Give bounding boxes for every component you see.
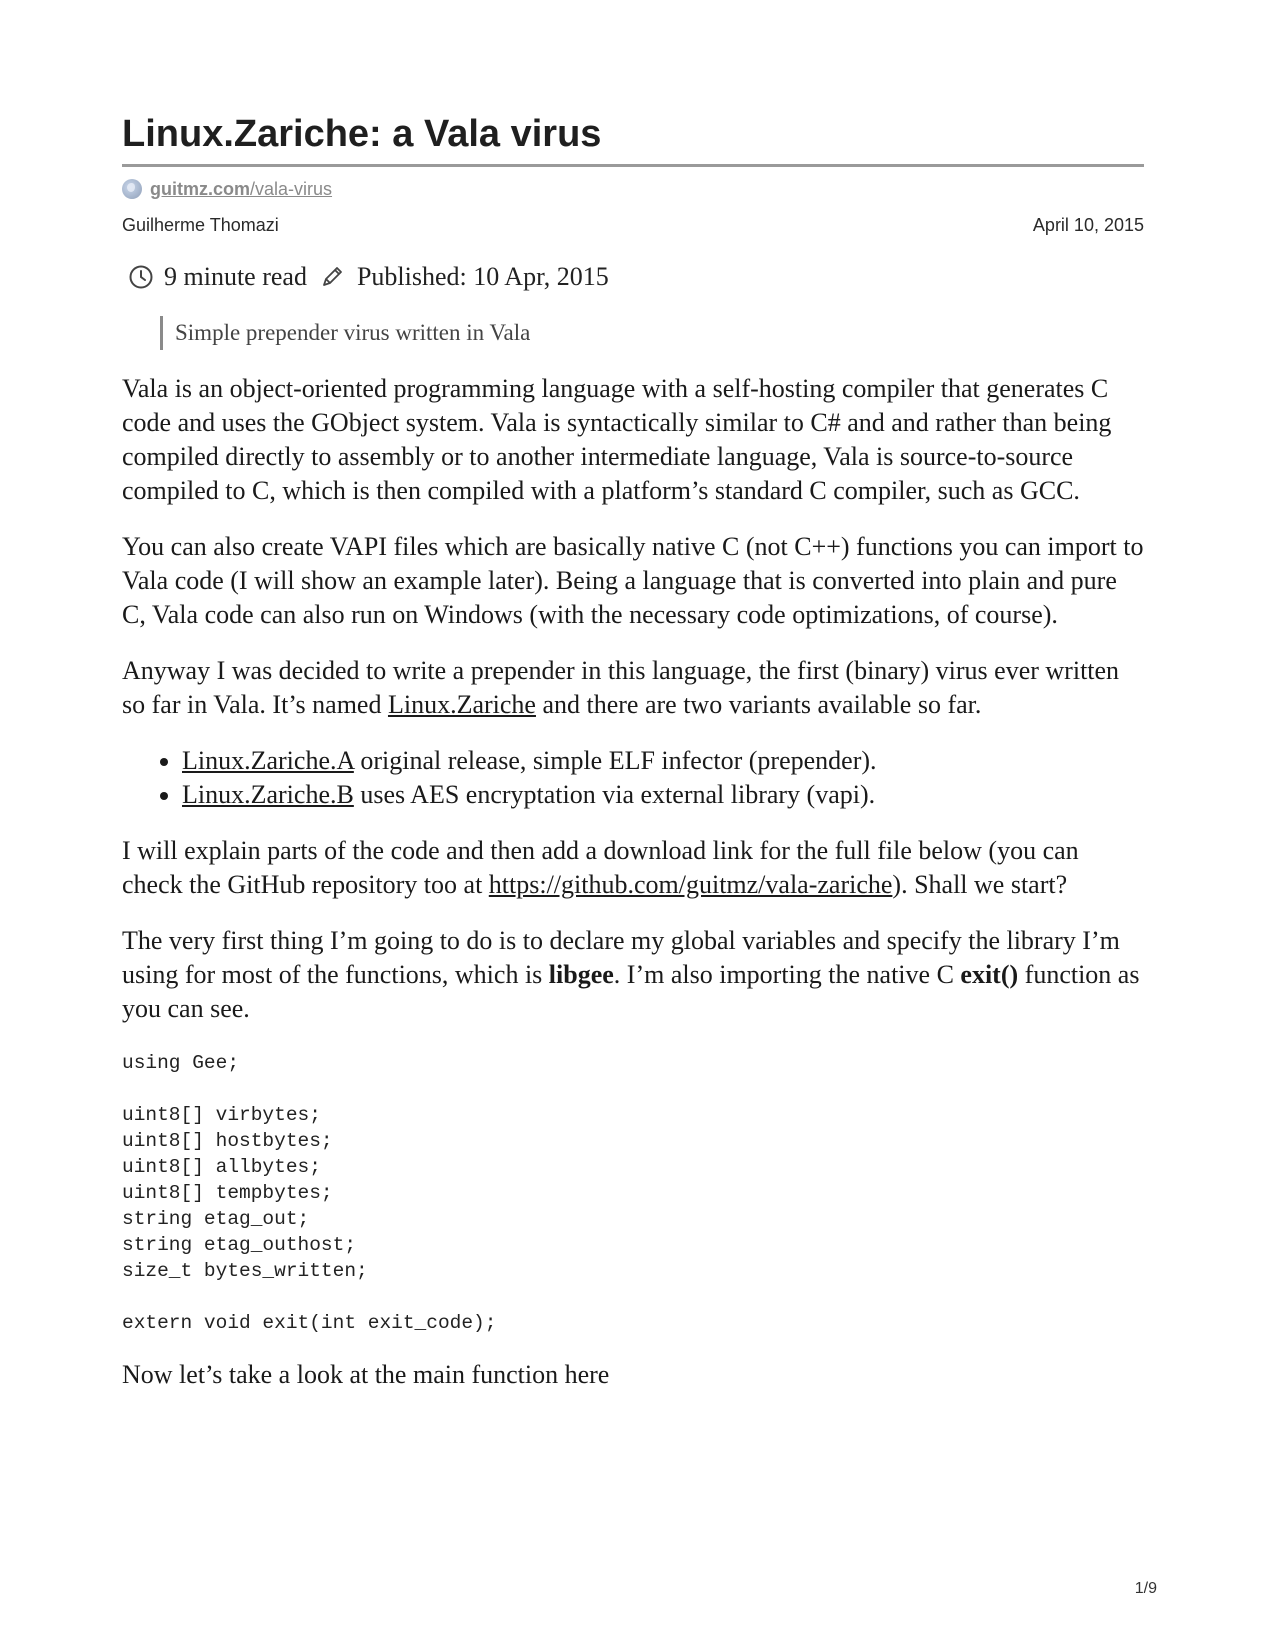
published-date: Published: 10 Apr, 2015 — [356, 262, 609, 291]
paragraph-vapi: You can also create VAPI files which are basically native C (not C++) functions you can import to Vala code (I will show an example later). Being a language that is converted into plain and pure C, Vala code can also run on Windows (with the necessary code optimizations, of course). — [122, 532, 1144, 629]
meta-row — [122, 215, 1144, 236]
paragraph-text: ). Shall we start? — [892, 870, 1068, 899]
paragraph-globals — [122, 924, 1144, 1026]
paragraph-text: function as you can see. — [122, 960, 1140, 1023]
summary-quote: Simple prepender virus written in Vala — [160, 316, 1144, 350]
paragraph-text: I will explain parts of the code and then add a download link for the full file below (you can check the GitHub repository too at — [122, 836, 1079, 899]
paragraph-prepender — [122, 654, 1144, 722]
list-item-text: original release, simple ELF infector (prepender). — [353, 746, 877, 775]
code-block: using Gee; uint8[] virbytes; uint8[] hostbytes; uint8[] allbytes; uint8[] tempbytes; string etag_out; string etag_outhost; size_t bytes_written; extern void exit(int exit_code); — [122, 1052, 497, 1334]
article — [122, 112, 1144, 1392]
source-domain: guitmz.com — [150, 178, 251, 199]
paragraph-main-function: Now let’s take a look at the main function here — [122, 1360, 610, 1389]
pencil-icon — [319, 264, 345, 290]
paragraph-text: and there are two variants available so far. — [535, 690, 982, 719]
link-github-repo[interactable]: https://github.com/guitmz/vala-zariche — [488, 870, 893, 899]
link-zariche-b[interactable]: Linux.Zariche.B — [182, 780, 354, 809]
page-title: Linux.Zariche: a Vala virus — [122, 112, 1144, 167]
source-link[interactable] — [150, 179, 332, 200]
read-time: 9 minute read — [164, 262, 307, 291]
list-item-text: uses AES encryptation via external library (vapi). — [353, 780, 876, 809]
paragraph-text: The very first thing I’m going to do is to declare my global variables and specify the library I’m using for most of the functions, which is — [122, 926, 1120, 989]
globe-icon — [122, 179, 142, 199]
clock-icon — [128, 264, 154, 290]
list-item — [182, 778, 1144, 812]
source-row — [122, 177, 1144, 201]
variants-list — [122, 744, 1144, 812]
source-path: /vala-virus — [250, 178, 333, 199]
list-item — [182, 744, 1144, 778]
paragraph-text: Anyway I was decided to write a prepender in this language, the first (binary) virus ever written so far in Vala. It’s named — [122, 656, 1120, 719]
page-number: 1/9 — [1134, 1580, 1157, 1597]
exit-term: exit() — [960, 960, 1019, 989]
paragraph-text: . I’m also importing the native C — [613, 960, 961, 989]
libgee-term: libgee — [548, 960, 614, 989]
paragraph-intro: Vala is an object-oriented programming language with a self-hosting compiler that generates C code and uses the GObject system. Vala is syntactically similar to C# and and rather than being compiled directly to assembly or to another intermediate language, Vala is source-to-source compiled to C, which is then compiled with a platform’s standard C compiler, such as GCC. — [122, 374, 1112, 505]
link-linux-zariche[interactable]: Linux.Zariche — [387, 690, 536, 719]
paragraph-github — [122, 834, 1144, 902]
read-info — [128, 262, 1144, 292]
date: April 10, 2015 — [1032, 215, 1144, 235]
author: Guilherme Thomazi — [122, 215, 279, 235]
link-zariche-a[interactable]: Linux.Zariche.A — [182, 746, 354, 775]
